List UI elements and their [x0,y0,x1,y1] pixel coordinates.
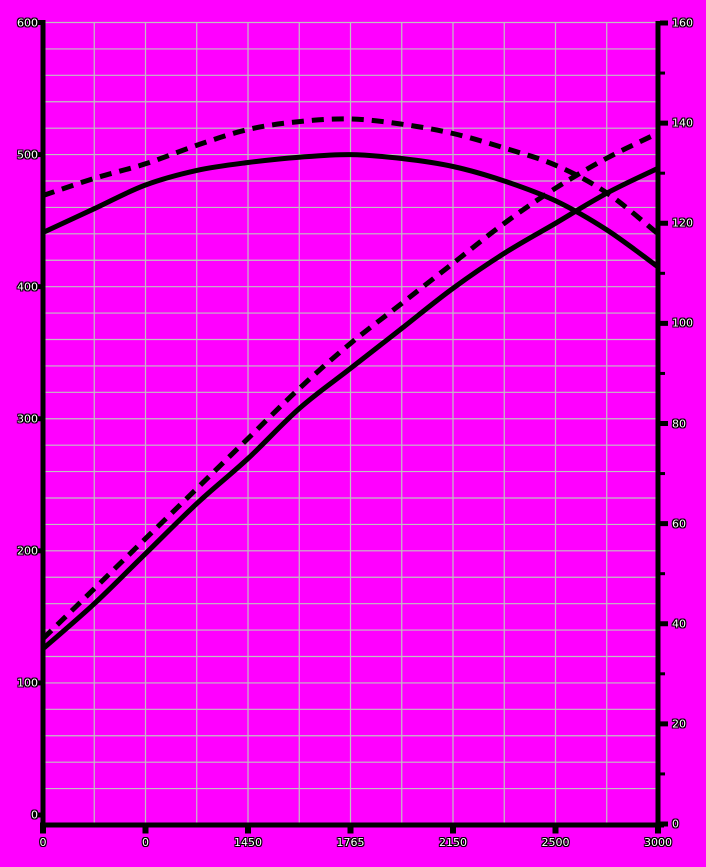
x-tick [245,828,251,834]
y-right-minor-tick [660,72,665,75]
y-left-tick-label: 400 [17,280,38,294]
y-left-tick-label: 0 [31,808,38,822]
y-axis-right [656,21,661,829]
y-axis-left [41,20,46,829]
y-right-tick-label: 80 [672,417,686,430]
x-tick-label: 2500 [541,836,570,849]
x-tick-label: 2150 [439,836,467,849]
x-tick [450,828,456,834]
y-right-tick-label: 40 [672,617,686,631]
y-right-minor-tick [660,772,665,775]
y-right-minor-tick [660,172,665,175]
x-tick [655,828,661,834]
y-right-minor-tick [660,272,665,275]
x-tick [143,828,149,834]
y-right-tick [660,21,668,26]
y-right-tick [660,221,668,226]
y-right-tick-label: 120 [672,216,693,230]
y-right-tick [660,822,668,827]
y-left-tick-label: 600 [17,16,38,29]
y-left-tick-label: 300 [17,412,38,426]
x-tick [553,828,559,834]
y-right-minor-tick [660,672,665,675]
y-right-minor-tick [660,472,665,475]
y-right-tick-label: 0 [672,817,679,831]
x-tick-label: 1765 [336,836,365,849]
y-right-tick-label: 20 [672,717,686,731]
y-right-tick-label: 160 [672,16,693,30]
y-left-tick-label: 200 [17,544,38,558]
y-right-minor-tick [660,572,665,575]
y-right-tick [660,121,668,126]
y-right-tick [660,321,668,326]
y-right-tick-label: 140 [672,116,693,130]
y-right-tick [660,421,668,426]
y-right-tick [660,721,668,726]
x-tick-label: 0 [39,836,47,849]
x-tick-label: 1450 [234,836,262,849]
y-left-tick-label: 100 [17,676,38,690]
y-right-tick [660,621,668,626]
y-right-minor-tick [660,372,665,375]
x-tick-label: 3000 [644,836,672,849]
x-tick-label: 0 [142,836,149,849]
y-right-tick-label: 100 [672,316,693,330]
y-right-tick-label: 60 [672,517,686,531]
x-axis [40,823,664,828]
x-tick [348,828,354,834]
y-right-tick [660,521,668,526]
y-left-tick-label: 500 [17,148,38,162]
x-tick [40,828,46,834]
